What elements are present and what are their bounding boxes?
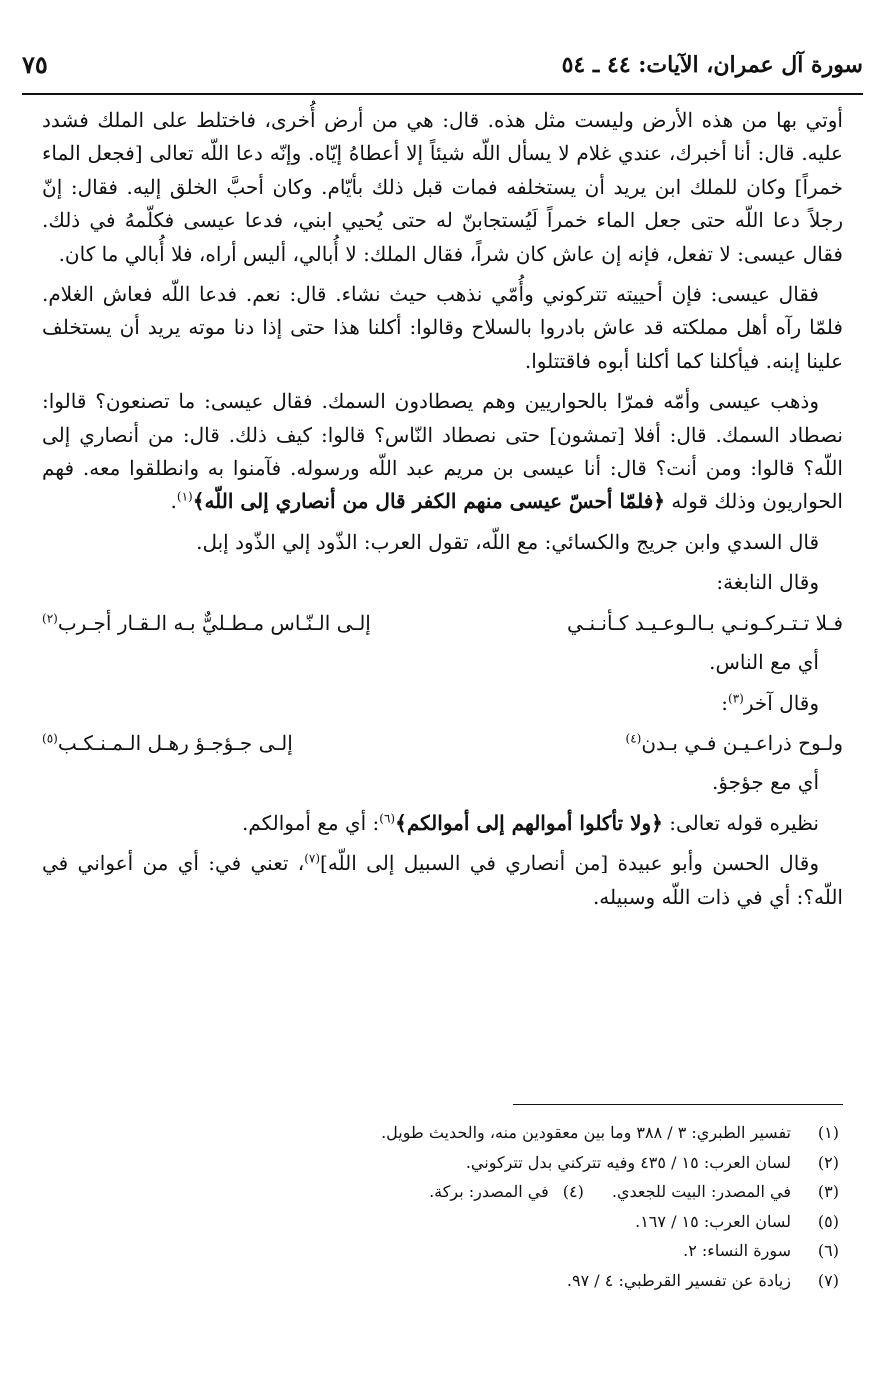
footnote-number: (١) (817, 1123, 839, 1142)
running-title: سورة آل عمران، الآيات: ٤٤ ـ ٥٤ (561, 52, 863, 78)
paragraph-6: أي مع الناس. (709, 650, 819, 675)
paragraph-1: أوتي بها من هذه الأرض وليست مثل هذه. قال: هي من أرض أُخرى، فاختلط على الملك فشدد عليه. قال: أنا أخبرك، عندي غلام لا يسأل اللّه شيئاً إلا أعطاهُ إيّاه. وإنّه دعا اللّه تعالى [فجعل الماء خمراً] وكان للملك ابن يريد أن يستخلفه فمات قبل ذلك بأيّام. وكان أحبَّ الخلق إليه. فقال: إنّ رجلاً دعا اللّه حتى جعل الماء خمراً لَيُستجابنّ له حتى يُحيي ابني، فدعا عيسى فكلّمهُ في ذلك. فقال عيسى: لا تفعل، فإنه إن عاش كان شراً، فقال الملك: لا أُبالي، أليس أراه، فلا أُبالي ما كان. (42, 108, 843, 266)
footnote-7 (42, 1266, 839, 1296)
footnote-5 (42, 1207, 839, 1237)
main-text (42, 104, 843, 921)
verse-1-first-hemistich: فـلا تـتـركـونـي بـالـوعـيـد كـأنـنـي (566, 610, 843, 635)
footnote-ref-6: (٦) (379, 811, 396, 826)
footnote-ref-7: (٧) (304, 851, 321, 866)
footnote-4-number: (٤) (562, 1182, 584, 1202)
footnote-text: لسان العرب: ١٥ / ٤٣٥ وفيه تتركني بدل تتركوني. (465, 1152, 791, 1172)
paragraph-7-text: وقال آخر (743, 690, 819, 715)
footnote-number: (٧) (817, 1270, 839, 1290)
page-header (22, 44, 863, 90)
footnote-6 (42, 1236, 839, 1266)
verse-2-second-text: إلـى جـؤجـؤ رهـل الـمـنـكـب (57, 730, 293, 755)
paragraph-3-text: وذهب عيسى وأمّه فمرّا بالحواريين وهم يصطادون السمك. فقال عيسى: ما تصنعون؟ قالوا: نصطاد السمك. قال: أفلا [تمشون] حتى نصطاد النّاس؟ قالوا: كيف ذلك. قال: من أنصاري إلى اللّه؟ قالوا: ومن أنت؟ قال: أنا عيسى بن مريم عبد اللّه ورسوله. فآمنوا به وانطلقوا معه. فهم الحواريون وذلك قوله (42, 389, 843, 514)
footnote-text: زيادة عن تفسير القرطبي: ٤ / ٩٧. (566, 1270, 791, 1290)
paragraph-9 (42, 807, 843, 840)
paragraph-7-end: : (721, 690, 729, 715)
footnote-ref-3: (٣) (728, 690, 744, 705)
poem-verse-1 (42, 607, 843, 640)
quran-quote-2: ﴿ولا تأكلوا أموالهم إلى أموالكم﴾ (395, 810, 663, 835)
footnote-text: سورة النساء: ٢. (683, 1241, 791, 1261)
footnote-separator (513, 1104, 843, 1105)
footnote-number: (٣) (817, 1182, 839, 1202)
footnote-text: في المصدر: البيت للجعدي. (611, 1182, 791, 1202)
paragraph-10 (42, 847, 843, 914)
paragraph-9-text: نظيره قوله تعالى: (669, 810, 819, 835)
footnote-text: لسان العرب: ١٥ / ١٦٧. (635, 1211, 791, 1231)
footnotes (42, 1118, 839, 1296)
paragraph-7 (42, 687, 843, 720)
verse-2-first-hemistich (626, 727, 844, 760)
paragraph-5: وقال النابغة: (716, 570, 819, 595)
footnote-ref-5: (٥) (42, 731, 58, 746)
footnote-ref-4: (٤) (625, 731, 642, 746)
paragraph-4: قال السدي وابن جريج والكسائي: مع اللّه، تقول العرب: الذّود إلي الذّود إبل. (196, 529, 819, 554)
quran-quote-1: ﴿فلمّا أحسّ عيسى منهم الكفر قال من أنصاري إلى اللّه﴾ (192, 489, 665, 514)
header-rule (22, 93, 863, 95)
footnote-4-text: في المصدر: بركة. (429, 1182, 549, 1202)
footnote-ref-1: (١) (176, 489, 193, 504)
footnote-number: (٢) (817, 1152, 839, 1172)
poem-verse-2 (42, 727, 843, 760)
verse-1-second-text: إلـى الـنّـاس مـطـليٌّ بـه الـقـار أجـرب (57, 610, 371, 635)
footnote-text: تفسير الطبري: ٣ / ٣٨٨ وما بين معقودين منه، والحديث طويل. (381, 1123, 791, 1142)
paragraph-3 (42, 385, 843, 519)
verse-1-second-hemistich (42, 607, 371, 640)
page-number: ٧٥ (22, 50, 48, 79)
verse-2-second-hemistich (42, 727, 293, 760)
paragraph-3-end: . (170, 489, 177, 514)
footnote-3 (42, 1177, 839, 1207)
footnote-number: (٦) (817, 1241, 839, 1261)
verse-2-first-text: ولـوح ذراعـيـن فـي بـدن (641, 730, 843, 755)
footnote-ref-2: (٢) (42, 611, 58, 626)
footnote-2 (42, 1148, 839, 1178)
footnote-1 (42, 1118, 839, 1148)
footnote-number: (٥) (817, 1211, 839, 1231)
paragraph-10-end: ، تعني في: أي من أعواني في اللّه؟: أي في ذات اللّه وسبيله. (42, 851, 843, 909)
paragraph-10-text: وقال الحسن وأبو عبيدة [من أنصاري في السبيل إلى اللّه] (320, 851, 820, 876)
paragraph-2: فقال عيسى: فإن أحييته تتركوني وأُمّي نذهب حيث نشاء. قال: نعم. فدعا اللّه فعاش الغلام. فلمّا رآه أهل مملكته قد عاش بادروا بالسلاح وقالوا: أكلنا هذا حتى إذا دنا موته يريد أن يستخلف علينا إبنه. فيأكلنا كما أكلنا أبوه فاقتتلوا. (42, 282, 843, 373)
paragraph-9-end: : أي مع أموالكم. (241, 810, 380, 835)
paragraph-8: أي مع جؤجؤ. (711, 770, 819, 795)
